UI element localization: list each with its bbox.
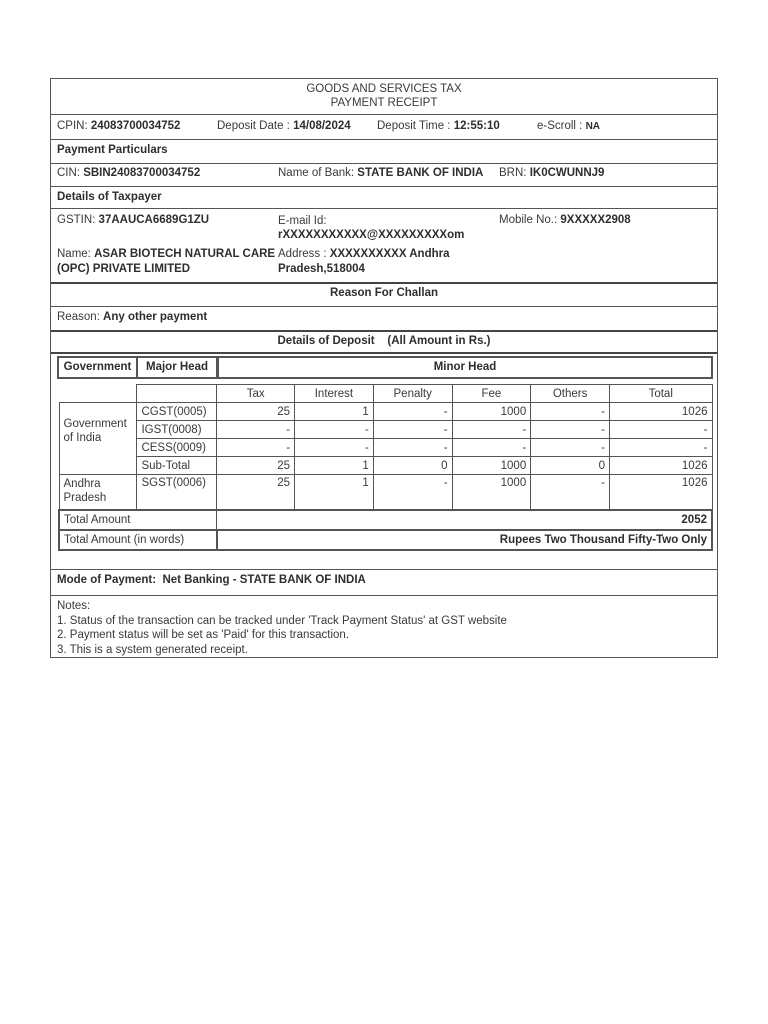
col-minor-head: Minor Head <box>217 356 713 379</box>
total-amount-label: Total Amount <box>59 510 217 530</box>
divider <box>51 352 717 354</box>
reason-field: Reason: Any other payment <box>57 311 208 323</box>
deposit-amount-note: (All Amount in Rs.) <box>387 335 491 347</box>
divider <box>51 139 717 140</box>
payment-receipt <box>50 78 718 658</box>
payment-particulars-title: Payment Particulars <box>57 144 168 156</box>
name-value-line1: ASAR BIOTECH NATURAL CARE <box>94 248 276 260</box>
brn-value: IK0CWUNNJ9 <box>529 167 605 179</box>
mode-of-payment: Mode of Payment: Net Banking - STATE BANK OF INDIA <box>57 574 366 586</box>
col-others: Others <box>531 385 610 403</box>
table-row: CESS(0009) - - - - - - <box>59 439 712 457</box>
total-words-value: Rupees Two Thousand Fifty-Two Only <box>217 530 712 550</box>
deposit-time-field: Deposit Time : 12:55:10 <box>377 120 500 132</box>
mobile-value: 9XXXXX2908 <box>560 214 631 226</box>
cin-value: SBIN24083700034752 <box>83 167 201 179</box>
cin-field: CIN: SBIN24083700034752 <box>57 167 201 179</box>
table-header-row <box>59 385 712 403</box>
head-cell: IGST(0008) <box>137 421 217 439</box>
total-words-label: Total Amount (in words) <box>59 530 217 550</box>
deposit-table <box>58 384 713 551</box>
reason-value: Any other payment <box>103 311 208 323</box>
bank-value: STATE BANK OF INDIA <box>357 167 484 179</box>
challan-title: Reason For Challan <box>330 287 438 299</box>
total-amount-value: 2052 <box>217 510 712 530</box>
divider <box>51 306 717 307</box>
name-value-line2: (OPC) PRIVATE LIMITED <box>57 263 191 275</box>
state-cell: Andhra Pradesh <box>59 475 137 510</box>
divider <box>51 569 717 570</box>
col-total: Total <box>609 385 712 403</box>
cpin-value: 24083700034752 <box>90 120 181 132</box>
cpin-field: CPIN: 24083700034752 <box>57 120 181 132</box>
header-title: GOODS AND SERVICES TAX <box>306 83 462 95</box>
email-value: rXXXXXXXXXXX@XXXXXXXXXom <box>278 229 465 241</box>
head-cell: Sub-Total <box>137 457 217 475</box>
mode-of-payment-value: Net Banking - STATE BANK OF INDIA <box>162 574 366 586</box>
notes <box>57 599 507 657</box>
deposit-date-value: 14/08/2024 <box>293 120 351 132</box>
table-row: Andhra Pradesh SGST(0006) 25 1 - 1000 - 1026 <box>59 475 712 510</box>
address-field: Address : XXXXXXXXXX Andhra Pradesh,518004 <box>278 248 450 275</box>
col-tax: Tax <box>217 385 295 403</box>
gstin-value: 37AAUCA6689G1ZU <box>98 214 210 226</box>
deposit-time-value: 12:55:10 <box>453 120 500 132</box>
divider <box>51 595 717 596</box>
address-value-line2: Pradesh,518004 <box>278 263 365 275</box>
address-value-line1: XXXXXXXXXX Andhra <box>329 248 450 260</box>
col-fee: Fee <box>452 385 531 403</box>
mobile-field: Mobile No.: 9XXXXX2908 <box>499 214 631 226</box>
notes-title: Notes: <box>57 600 91 612</box>
divider <box>51 186 717 187</box>
header-subtitle: PAYMENT RECEIPT <box>330 97 438 109</box>
note-item: 1. Status of the transaction can be tracked under 'Track Payment Status' at GST website <box>57 614 507 627</box>
deposit-title: Details of Deposit (All Amount in Rs.) <box>277 335 491 347</box>
name-field: Name: ASAR BIOTECH NATURAL CARE (OPC) PRIVATE LIMITED <box>57 248 276 275</box>
brn-field: BRN: IK0CWUNNJ9 <box>499 167 605 179</box>
email-field: E-mail Id: rXXXXXXXXXXX@XXXXXXXXXom <box>278 215 465 241</box>
taxpayer-title: Details of Taxpayer <box>57 191 162 203</box>
table-row: Government of India CGST(0005) 25 1 - 1000 - 1026 <box>59 403 712 421</box>
total-words-row <box>59 530 712 550</box>
divider <box>51 208 717 209</box>
divider <box>51 114 717 115</box>
note-item: 2. Payment status will be set as 'Paid' for this transaction. <box>57 629 350 641</box>
deposit-date-field: Deposit Date : 14/08/2024 <box>217 120 351 132</box>
col-major-head: Major Head <box>137 356 217 379</box>
table-row: Sub-Total 25 1 0 1000 0 1026 <box>59 457 712 475</box>
divider <box>51 282 717 284</box>
note-item: 3. This is a system generated receipt. <box>57 643 248 656</box>
table-row: IGST(0008) - - - - - - <box>59 421 712 439</box>
receipt-header <box>51 82 717 110</box>
head-cell: CESS(0009) <box>137 439 217 457</box>
escroll-field: e-Scroll : NA <box>537 120 601 132</box>
col-government: Government <box>57 356 137 379</box>
divider <box>51 330 717 332</box>
col-interest: Interest <box>295 385 374 403</box>
gstin-field: GSTIN: 37AAUCA6689G1ZU <box>57 214 210 226</box>
head-cell: CGST(0005) <box>137 403 217 421</box>
head-cell: SGST(0006) <box>137 475 217 510</box>
gov-india-cell: Government of India <box>59 403 137 475</box>
bank-field: Name of Bank: STATE BANK OF INDIA <box>278 167 484 179</box>
col-penalty: Penalty <box>373 385 452 403</box>
escroll-value: NA <box>585 121 601 132</box>
total-amount-row <box>59 510 712 530</box>
divider <box>51 163 717 164</box>
